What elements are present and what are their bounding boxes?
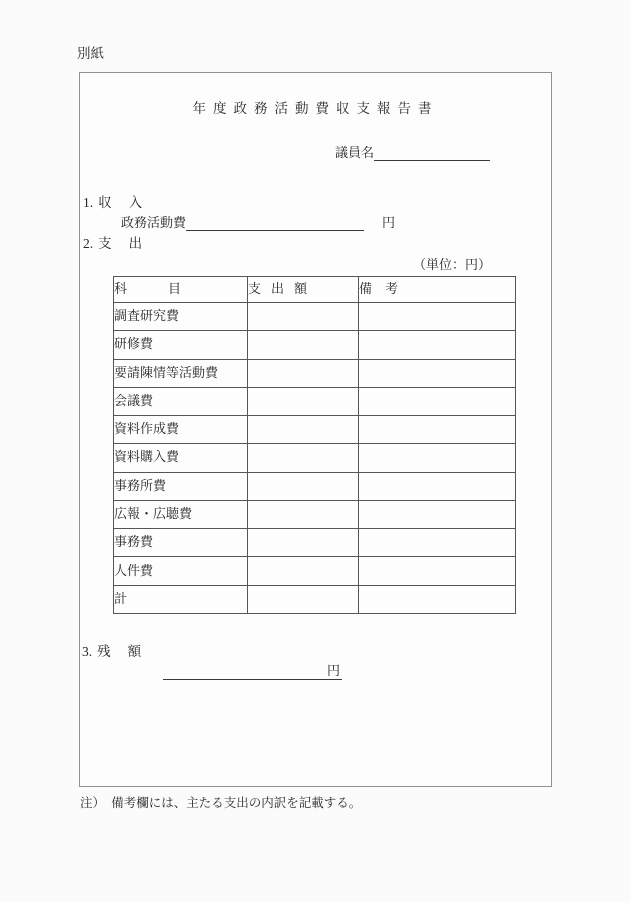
table-row: [114, 444, 516, 472]
amount-cell: [248, 557, 359, 585]
income-amount-blank: [186, 216, 364, 231]
expense-category-label: 会議費: [114, 387, 248, 415]
section-balance-label: 残額: [97, 644, 159, 659]
expense-category-label: 事務費: [114, 529, 248, 557]
footnote: 注） 備考欄には、主たる支出の内訳を記載する。: [80, 796, 362, 810]
section-expenditure-label: 支出: [98, 236, 160, 251]
column-header-category: 科目: [114, 277, 248, 303]
balance-unit-label: 円: [326, 663, 340, 678]
remarks-cell: [359, 359, 516, 387]
amount-cell: [248, 529, 359, 557]
member-name-line: [335, 146, 490, 161]
amount-cell: [248, 303, 359, 331]
remarks-cell: [359, 303, 516, 331]
table-row: [114, 557, 516, 585]
amount-cell: [248, 585, 359, 613]
remarks-cell: [359, 557, 516, 585]
remarks-cell: [359, 500, 516, 528]
remarks-cell: [359, 416, 516, 444]
member-name-label: 議員名: [335, 145, 375, 161]
table-row: [114, 303, 516, 331]
table-row: [114, 500, 516, 528]
table-row: [114, 472, 516, 500]
table-row: [114, 585, 516, 613]
remarks-cell: [359, 331, 516, 359]
expense-category-label: 計: [114, 585, 248, 613]
expense-category-label: 人件費: [114, 557, 248, 585]
expense-category-label: 調査研究費: [114, 303, 248, 331]
expense-category-label: 資料購入費: [114, 444, 248, 472]
table-row: [114, 416, 516, 444]
amount-cell: [248, 331, 359, 359]
income-item-label: 政務活動費: [121, 215, 187, 231]
amount-cell: [248, 444, 359, 472]
table-row: [114, 387, 516, 415]
member-name-blank: [374, 146, 490, 161]
expense-category-label: 要請陳情等活動費: [114, 359, 248, 387]
section-expenditure-heading: [83, 236, 159, 252]
balance-amount-blank: [163, 662, 342, 680]
amount-cell: [248, 472, 359, 500]
remarks-cell: [359, 387, 516, 415]
remarks-cell: [359, 529, 516, 557]
column-header-remarks: 備考: [359, 277, 516, 303]
income-entry-line: [121, 216, 395, 231]
section-expenditure-number: 2.: [83, 236, 94, 251]
table-row: [114, 331, 516, 359]
section-income-label: 収入: [98, 195, 160, 210]
column-header-amount: 支出額: [248, 277, 359, 303]
attachment-label: 別紙: [77, 46, 104, 61]
expense-category-label: 事務所費: [114, 472, 248, 500]
income-unit-label: 円: [382, 215, 396, 231]
amount-cell: [248, 500, 359, 528]
table-header-row: [114, 277, 516, 303]
expense-category-label: 資料作成費: [114, 416, 248, 444]
remarks-cell: [359, 472, 516, 500]
amount-cell: [248, 387, 359, 415]
amount-cell: [248, 359, 359, 387]
section-balance-heading: [82, 644, 158, 660]
remarks-cell: [359, 585, 516, 613]
expense-category-label: 広報・広聴費: [114, 500, 248, 528]
expenditure-table: [113, 276, 516, 614]
remarks-cell: [359, 444, 516, 472]
section-income-number: 1.: [83, 195, 94, 210]
table-row: [114, 529, 516, 557]
section-income-heading: [83, 195, 159, 211]
unit-note: （単位：円）: [413, 257, 492, 272]
table-row: [114, 359, 516, 387]
form-title: 年度政務活動費収支報告書: [192, 101, 439, 116]
expense-category-label: 研修費: [114, 331, 248, 359]
amount-cell: [248, 416, 359, 444]
section-balance-number: 3.: [82, 644, 93, 659]
